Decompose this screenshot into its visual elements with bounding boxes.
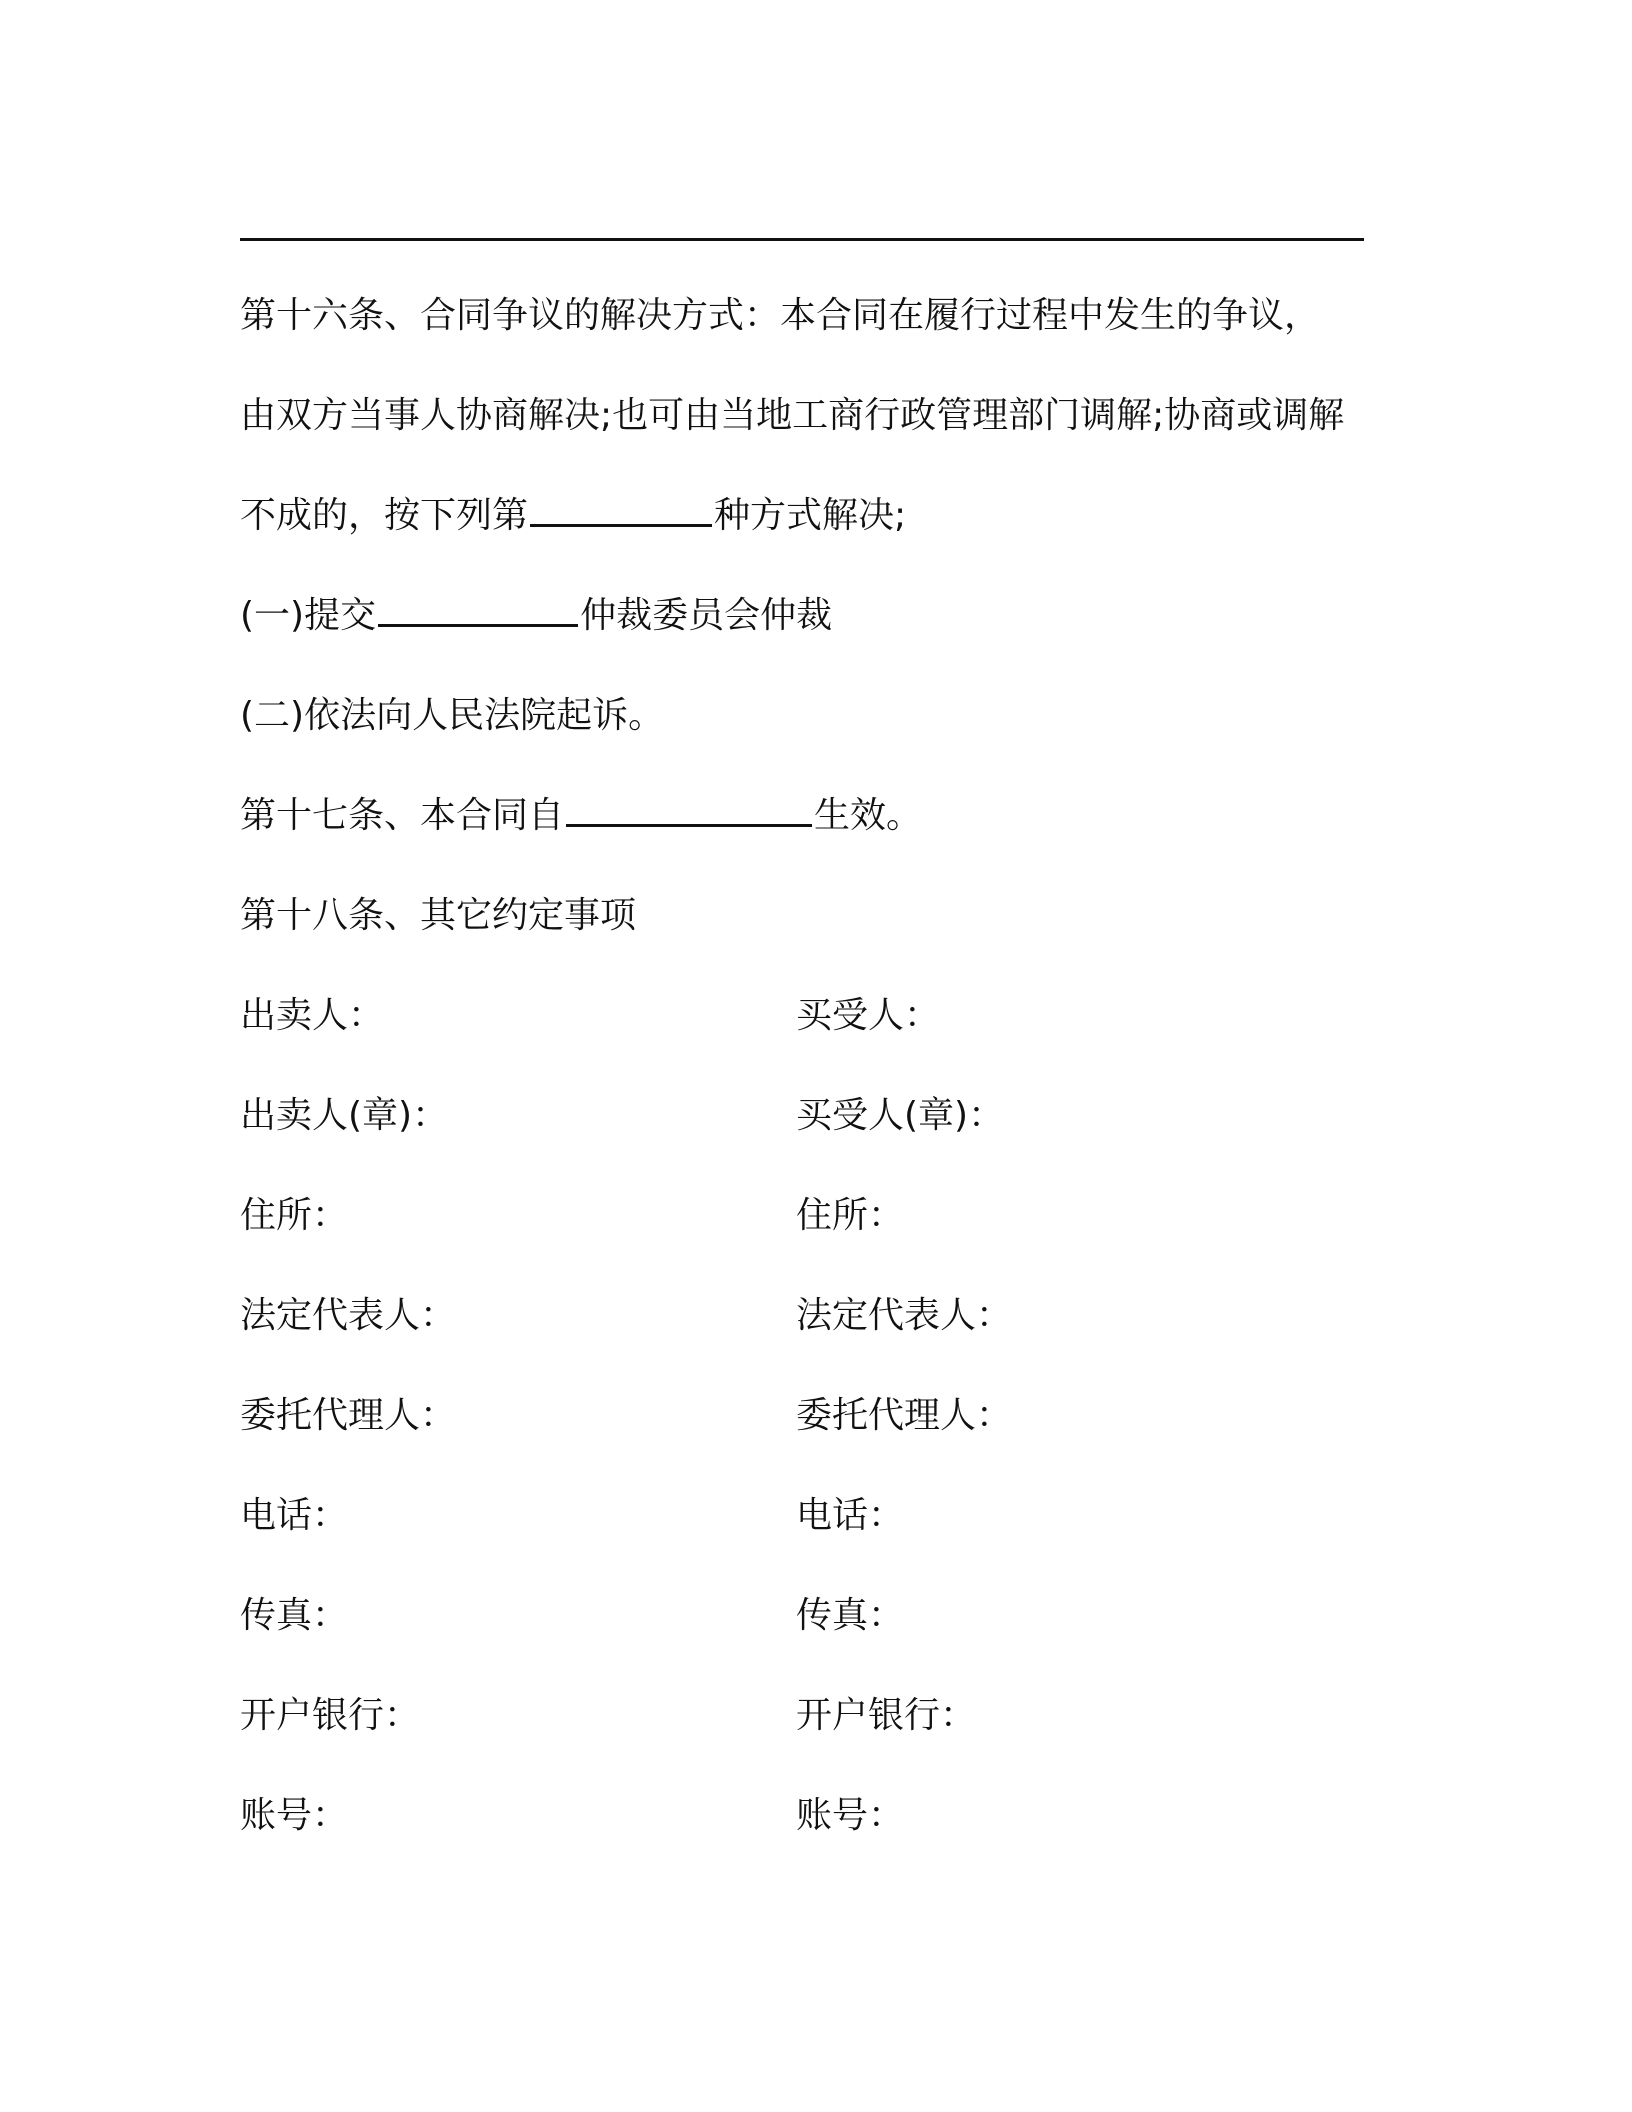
buyer-bank-label: 开户银行：	[796, 1695, 977, 1736]
seller-fax-label: 传真：	[240, 1595, 349, 1636]
article16-line3-before: 不成的，按下列第	[240, 495, 529, 536]
buyer-address-label: 住所：	[796, 1195, 905, 1236]
buyer-seal-label: 买受人(章)：	[796, 1095, 1005, 1136]
article16-line2: 由双方当事人协商解决;也可由当地工商行政管理部门调解;协商或调解	[240, 395, 1345, 436]
seller-bank-label: 开户银行：	[240, 1695, 421, 1736]
seller-seal-label: 出卖人(章)：	[240, 1095, 449, 1136]
article16-line3-after: 种方式解决;	[714, 495, 907, 536]
article17-before: 第十七条、本合同自	[240, 795, 565, 836]
article16-option2: (二)依法向人民法院起诉。	[240, 695, 665, 736]
article16-option1-after: 仲裁委员会仲裁	[580, 595, 833, 636]
seller-name-label: 出卖人：	[240, 995, 385, 1036]
buyer-agent-label: 委托代理人：	[796, 1395, 1013, 1436]
article18-title: 第十八条、其它约定事项	[240, 895, 637, 936]
article16-line3	[240, 494, 906, 538]
arbitration-committee-blank[interactable]	[378, 596, 578, 627]
article17-after: 生效。	[814, 795, 923, 836]
seller-agent-label: 委托代理人：	[240, 1395, 457, 1436]
article16-option1-before: (一)提交	[240, 595, 377, 636]
buyer-fax-label: 传真：	[796, 1595, 905, 1636]
seller-legal-rep-label: 法定代表人：	[240, 1295, 457, 1336]
top-separator-rule	[240, 238, 1364, 241]
effective-date-blank[interactable]	[566, 796, 812, 827]
buyer-legal-rep-label: 法定代表人：	[796, 1295, 1013, 1336]
article16-line1: 第十六条、合同争议的解决方式：本合同在履行过程中发生的争议，	[240, 295, 1321, 336]
buyer-phone-label: 电话：	[796, 1495, 905, 1536]
seller-phone-label: 电话：	[240, 1495, 349, 1536]
seller-address-label: 住所：	[240, 1195, 349, 1236]
article17-line	[240, 794, 922, 838]
buyer-account-label: 账号：	[796, 1795, 905, 1836]
seller-account-label: 账号：	[240, 1795, 349, 1836]
article16-option1	[240, 594, 832, 638]
resolution-method-blank[interactable]	[530, 496, 712, 527]
buyer-name-label: 买受人：	[796, 995, 941, 1036]
